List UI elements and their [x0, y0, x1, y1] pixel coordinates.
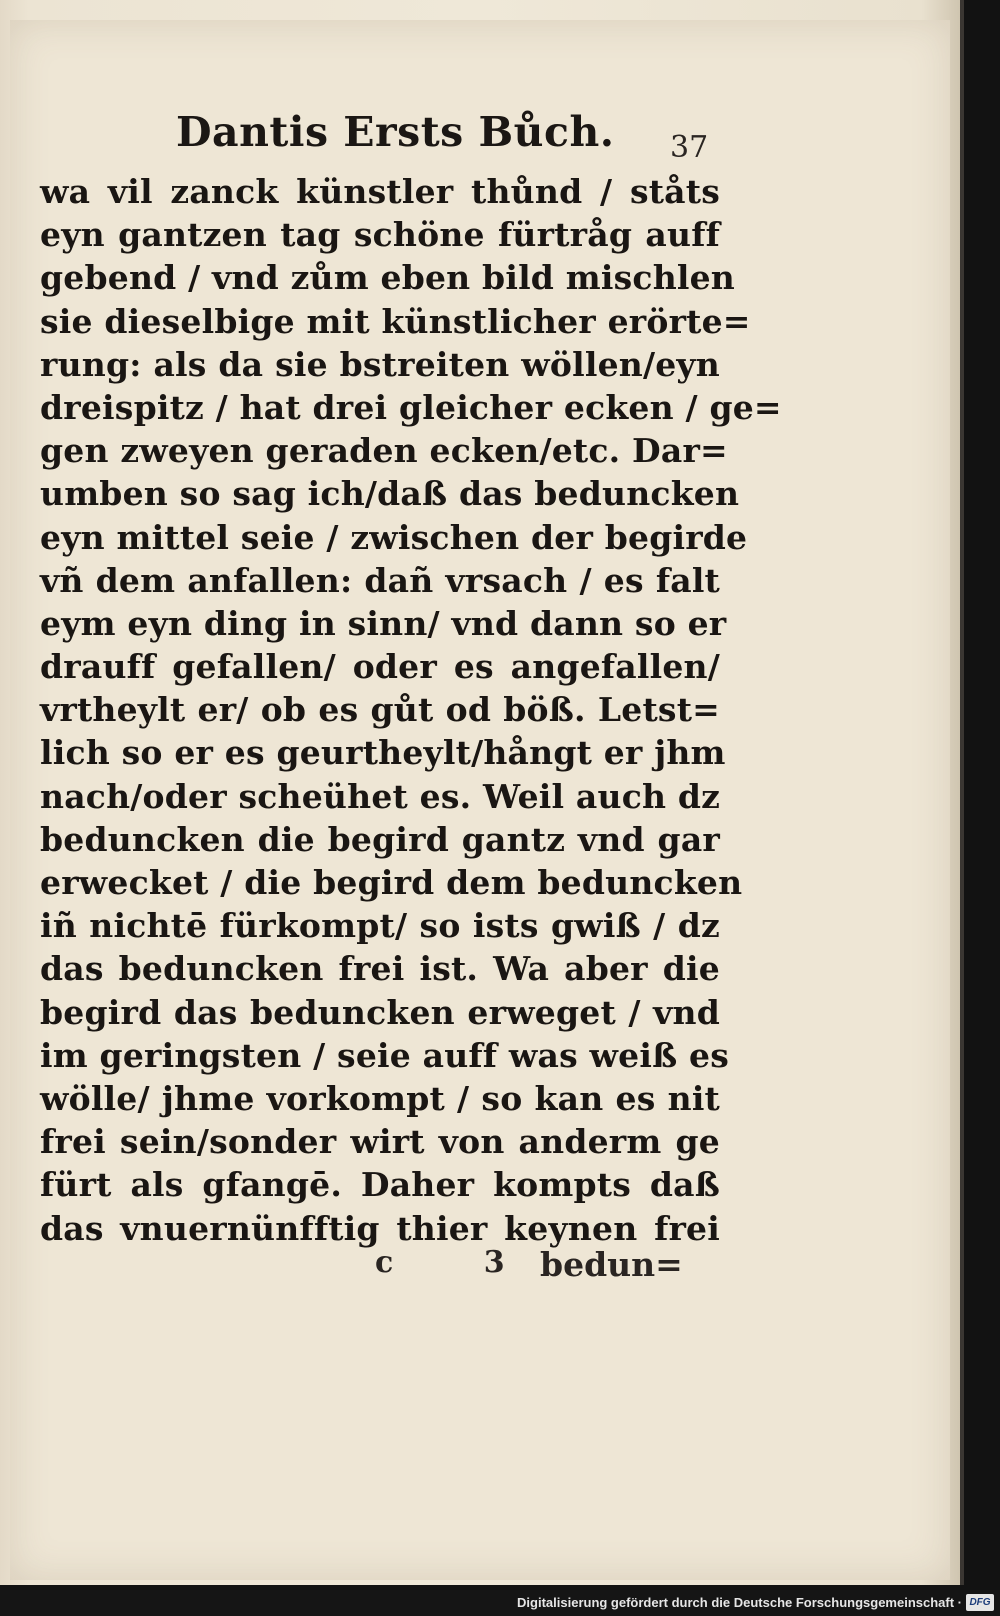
text-line: frei sein/sonder wirt von anderm ge: [40, 1122, 720, 1162]
dfg-logo-icon: DFG: [966, 1594, 994, 1611]
text-line: sie dieselbige mit künstlicher erörte=: [40, 301, 751, 341]
text-block: [40, 170, 782, 1250]
digitization-credit: Digitalisierung gefördert durch die Deutsche Forschungsgemeinschaft ·: [517, 1595, 962, 1610]
text-line: wölle/ jhme vorkompt / so kan es nit: [40, 1078, 720, 1118]
text-line: das vnuernünfftig thier keynen frei: [40, 1208, 720, 1248]
text-line: dreispitz / hat drei gleicher ecken / ge=: [40, 387, 782, 427]
text-line: wa vil zanck künstler thůnd / ståts: [40, 172, 720, 211]
text-line: drauff gefallen/ oder es angefallen/: [40, 647, 720, 687]
text-line: lich so er es geurtheylt/hångt er jhm: [40, 733, 726, 773]
text-line: nach/oder scheühet es. Weil auch dz: [40, 776, 721, 816]
text-line: beduncken die begird gantz vnd gar: [40, 819, 720, 859]
text-line: eym eyn ding in sinn/ vnd dann so er: [40, 603, 727, 643]
text-line: begird das beduncken erweget / vnd: [40, 992, 720, 1032]
signature-mark: c 3: [375, 1245, 545, 1280]
text-line: fürt als gfangē. Daher kompts daß: [40, 1165, 720, 1205]
text-line: das beduncken frei ist. Wa aber die: [40, 949, 720, 989]
catchword: bedun=: [540, 1245, 683, 1284]
text-line: vñ dem anfallen: dañ vrsach / es falt: [40, 560, 720, 600]
text-line: iñ nichtē fürkompt/ so ists gwiß / dz: [40, 906, 720, 946]
text-line: rung: als da sie bstreiten wöllen/eyn: [40, 344, 720, 384]
text-line: gebend / vnd zům eben bild mischlen: [40, 258, 736, 298]
text-line: eyn gantzen tag schöne fürtråg auff: [40, 215, 720, 255]
text-line: gen zweyen geraden ecken/etc. Dar=: [40, 431, 728, 471]
text-line: umben so sag ich/daß das beduncken: [40, 474, 740, 514]
text-line: erwecket / die begird dem beduncken: [40, 863, 743, 902]
folio-number: 37: [670, 130, 709, 165]
text-line: vrtheylt er/ ob es gůt od böß. Letst=: [40, 690, 720, 730]
text-line: im geringsten / seie auff was weiß es: [40, 1035, 730, 1075]
page-footer: [375, 1245, 695, 1295]
text-line: eyn mittel seie / zwischen der begirde: [40, 517, 748, 557]
running-head: Dantis Ersts Bůch.: [176, 108, 615, 156]
